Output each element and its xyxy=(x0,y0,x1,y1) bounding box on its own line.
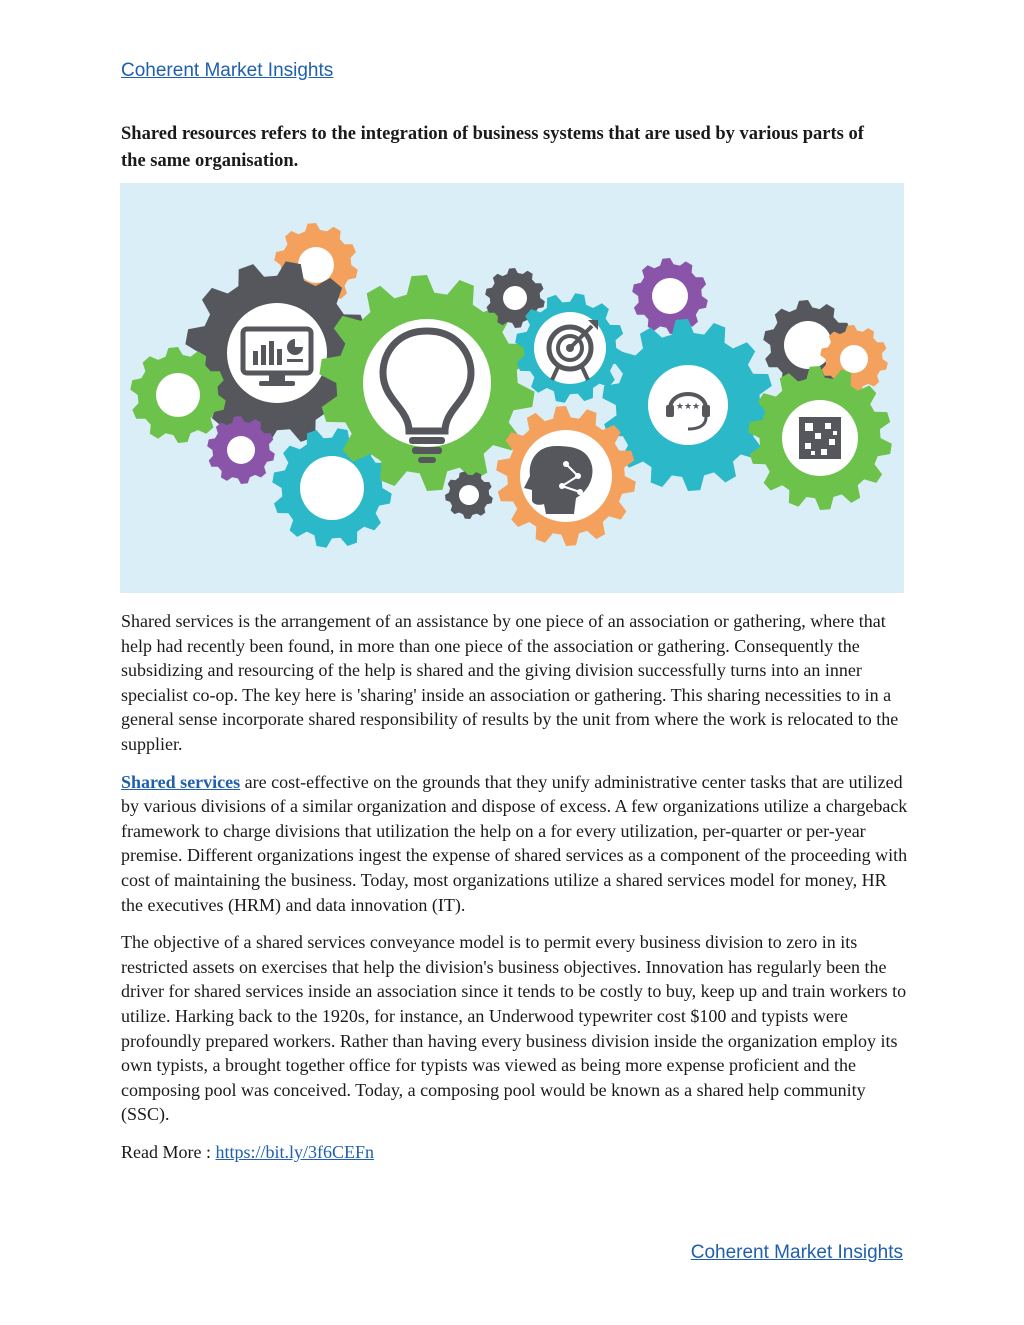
paragraph-3: The objective of a shared services conveyance model is to permit every business division to zero in its restricted assets on exercises that help the division's business objectives. Innovation has regularly been the driver for shared services inside an association since it tends to be costly to buy, keep up and train workers to utilize. Harking back to the 1920s, for instance, an Underwood typewriter cost $100 and typists were profoundly prepared workers. Rather than having every business division inside the organization employ its own typists, a brought together office for typists was viewed as being more expense proficient and the composing pool was conceived. Today, a composing pool would be known as a shared help community (SSC). xyxy=(121,932,907,1125)
paragraph-1: Shared services is the arrangement of an assistance by one piece of an association or gathering, where that help had recently been found, in more than one piece of the association or gathering. Consequently the subsidizing and resourcing of the help is shared and the giving division successfully turns into an inner specialist co-op. The key here is 'sharing' inside an association or gathering. This sharing necessities to in a general sense incorporate shared responsibility of results by the unit from where the work is relocated to the supplier. xyxy=(121,611,899,754)
page-heading: Shared resources refers to the integration of business systems that are used by various parts of the same organisation. xyxy=(121,124,864,171)
read-more-label: Read More : xyxy=(121,1141,216,1162)
paragraph-2-text: are cost-effective on the grounds that they unify administrative center tasks that are utilized by various divisions of a similar organization and dispose of excess. A few organizations utilize a chargeback framework to charge divisions that utilization the help on a for every utilization, per-quarter or per-year premise. Different organizations ingest the expense of shared services as a component of the proceeding with cost of maintaining the business. Today, most organizations utilize a shared services model for money, HR the executives (HRM) and data innovation (IT). xyxy=(121,771,908,915)
gear-group xyxy=(130,223,892,548)
gear-purple-top xyxy=(632,258,708,334)
header-brand-link[interactable]: Coherent Market Insights xyxy=(121,60,334,81)
svg-text:★★★: ★★★ xyxy=(675,402,701,412)
gear-gray-small-bottom xyxy=(445,471,493,519)
read-more-url-link[interactable]: https://bit.ly/3f6CEFn xyxy=(215,1141,375,1162)
footer-brand-link[interactable]: Coherent Market Insights xyxy=(690,1242,903,1263)
read-more-line xyxy=(121,1140,911,1165)
paragraph-2 xyxy=(121,770,911,918)
article-body xyxy=(121,609,911,1177)
shared-services-link[interactable]: Shared services xyxy=(121,771,241,792)
gears-illustration xyxy=(120,183,904,593)
qr-code-icon xyxy=(799,417,841,459)
